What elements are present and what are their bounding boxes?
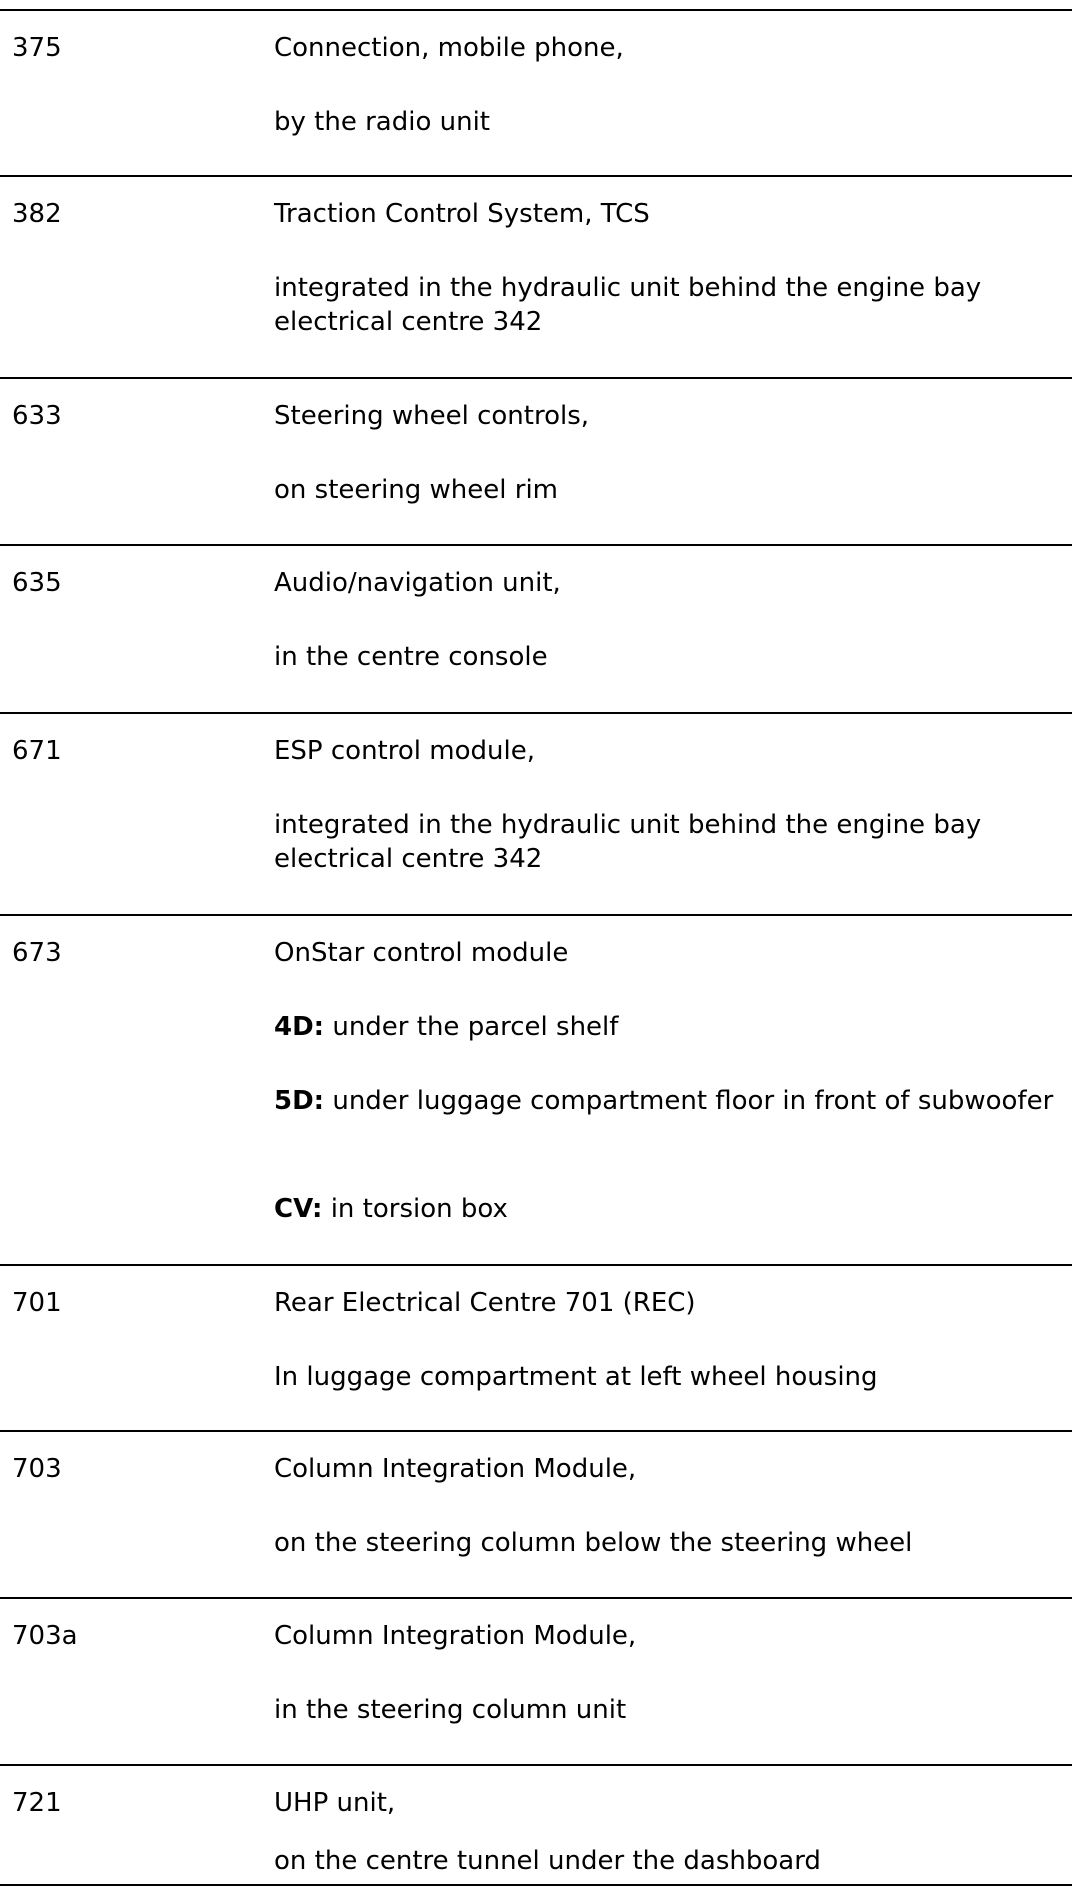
component-code: 673 [12, 938, 62, 968]
line-text: Column Integration Module, [274, 1454, 637, 1484]
component-description [274, 1599, 1054, 1764]
component-location [274, 1526, 1054, 1560]
component-description [274, 379, 1054, 544]
component-name [274, 1452, 1054, 1486]
line-text: Column Integration Module, [274, 1621, 637, 1651]
table-row [0, 1766, 1072, 1884]
variant-label: 5D: [274, 1086, 325, 1116]
table-row [0, 546, 1072, 712]
line-text: in torsion box [322, 1194, 508, 1224]
component-description [274, 177, 1054, 377]
component-location [274, 1693, 1054, 1727]
line-text: on steering wheel rim [274, 475, 559, 505]
row-divider [0, 1884, 1072, 1886]
line-text: in the steering column unit [274, 1695, 627, 1725]
component-location [274, 1010, 1054, 1044]
component-code: 375 [12, 33, 62, 63]
line-text: under the parcel shelf [324, 1012, 619, 1042]
component-code: 633 [12, 401, 62, 431]
component-location [274, 473, 1054, 507]
component-code: 382 [12, 199, 62, 229]
line-text: Connection, mobile phone, [274, 33, 624, 63]
table-row [0, 714, 1072, 914]
component-location [274, 271, 1054, 339]
component-name [274, 936, 1054, 970]
component-code: 635 [12, 568, 62, 598]
component-description [274, 916, 1054, 1264]
component-name [274, 1286, 1054, 1320]
table-row [0, 1599, 1072, 1764]
line-text: OnStar control module [274, 938, 569, 968]
component-location [274, 1360, 1054, 1394]
component-name [274, 734, 1054, 768]
line-text: ESP control module, [274, 736, 535, 766]
line-text: by the radio unit [274, 107, 490, 137]
component-description [274, 11, 1054, 175]
variant-label: CV: [274, 1194, 323, 1224]
table-row [0, 916, 1072, 1264]
variant-label: 4D: [274, 1012, 325, 1042]
line-text: Traction Control System, TCS [274, 199, 650, 229]
component-code: 671 [12, 736, 62, 766]
table-row [0, 379, 1072, 544]
line-text: Audio/navigation unit, [274, 568, 561, 598]
line-text: on the steering column below the steering wheel [274, 1528, 913, 1558]
component-name [274, 1619, 1054, 1653]
component-description [274, 1266, 1054, 1430]
line-text: on the centre tunnel under the dashboard [274, 1846, 821, 1876]
component-description [274, 1766, 1054, 1884]
line-text: Steering wheel controls, [274, 401, 590, 431]
component-location [274, 1192, 1054, 1226]
table-row [0, 11, 1072, 175]
line-text: UHP unit, [274, 1788, 396, 1818]
table-row [0, 177, 1072, 377]
component-name [274, 399, 1054, 433]
line-text: integrated in the hydraulic unit behind the engine bay electrical centre 342 [274, 273, 982, 337]
line-text: Rear Electrical Centre 701 (REC) [274, 1288, 696, 1318]
component-name [274, 1786, 1054, 1820]
component-location [274, 1844, 1054, 1878]
component-location [274, 1084, 1054, 1118]
component-location [274, 640, 1054, 674]
line-text: In luggage compartment at left wheel housing [274, 1362, 878, 1392]
component-name [274, 566, 1054, 600]
component-name [274, 31, 1054, 65]
line-text: in the centre console [274, 642, 548, 672]
line-text: under luggage compartment floor in front of subwoofer [324, 1086, 1054, 1116]
component-code: 703 [12, 1454, 62, 1484]
component-code: 721 [12, 1788, 62, 1818]
table-row [0, 1432, 1072, 1597]
line-text: integrated in the hydraulic unit behind the engine bay electrical centre 342 [274, 810, 982, 874]
component-description [274, 714, 1054, 914]
component-location [274, 105, 1054, 139]
component-code: 703a [12, 1621, 78, 1651]
component-location [274, 808, 1054, 876]
component-code: 701 [12, 1288, 62, 1318]
component-description [274, 1432, 1054, 1597]
table-row [0, 1266, 1072, 1430]
component-description [274, 546, 1054, 712]
component-name [274, 197, 1054, 231]
